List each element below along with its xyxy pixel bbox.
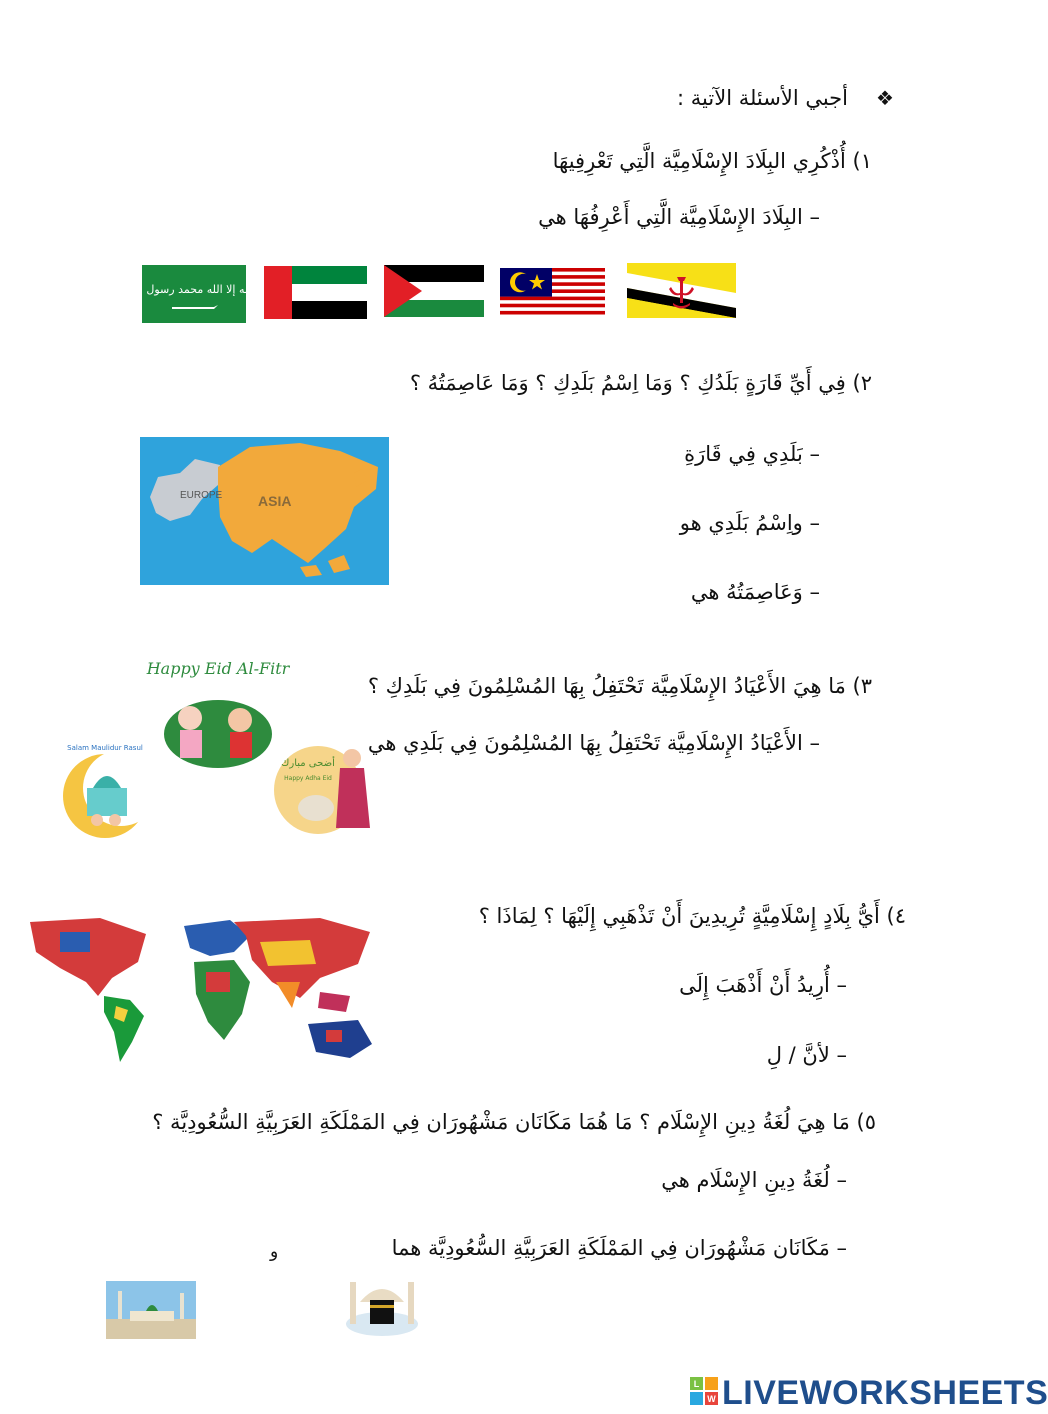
logo-letter-w: W bbox=[707, 1394, 716, 1404]
question-5: ٥) مَا هِيَ لُغَةُ دِينِ الإِسْلَام ؟ مَا هُمَا مَكَانَان مَشْهُورَان فِي المَمْلَكَةِ العَرَبِيَّةِ السُّعُودِيَّة ؟ bbox=[152, 1110, 876, 1134]
eid-al-adha-image bbox=[272, 738, 376, 836]
answer-5-language: – لُغَةُ دِينِ الإِسْلَام هي bbox=[661, 1168, 847, 1192]
saudi-flag-emblem-icon bbox=[126, 265, 262, 323]
question-1: ١) أُذْكُرِي البِلَادَ الإِسْلَامِيَّة الَّتِي تَعْرِفِيهَا bbox=[552, 149, 872, 173]
liveworksheets-logo-icon bbox=[690, 1377, 718, 1405]
answer-5-places: – مَكَانَان مَشْهُورَان فِي المَمْلَكَةِ العَرَبِيَّةِ السُّعُودِيَّة هما bbox=[391, 1236, 847, 1260]
logo-letter-l: L bbox=[693, 1379, 700, 1389]
adha-arabic-text: أضحى مبارك bbox=[281, 758, 335, 769]
adha-english-text: Happy Adha Eid bbox=[284, 775, 332, 782]
answer-3-prompt: – الأَعْيَادُ الإِسْلَامِيَّة تَحْتَفِلُ بِهَا المُسْلِمُونَ فِي بَلَدِي هي bbox=[367, 731, 820, 755]
eid-fitr-title: Happy Eid Al-Fitr bbox=[146, 659, 290, 678]
asia-europe-map bbox=[140, 437, 389, 585]
answer-4-destination: – أُرِيدُ أَنْ أَذْهَبَ إِلَى bbox=[679, 973, 847, 997]
question-2: ٢) فِي أَيِّ قَارَةٍ بَلَدُكِ ؟ وَمَا اِسْمُ بَلَدِكِ ؟ وَمَا عَاصِمَتُهُ ؟ bbox=[409, 371, 872, 395]
malaysia-flag bbox=[500, 268, 605, 318]
europe-label: EUROPE bbox=[180, 490, 223, 501]
prophets-mosque-image bbox=[106, 1281, 196, 1339]
saudi-flag-shahada: لا إله إلا الله محمد رسول الله bbox=[126, 283, 262, 296]
uae-flag bbox=[264, 266, 367, 319]
bullet-icon: ❖ bbox=[876, 86, 894, 110]
eid-al-fitr-image bbox=[146, 652, 290, 772]
answer-4-reason: – لأنَّ / لِ bbox=[766, 1043, 847, 1067]
answer-1-prompt: – البِلَادَ الإِسْلَامِيَّة الَّتِي أَعْرِفُهَا هي bbox=[538, 205, 820, 229]
answer-2-capital: – وَعَاصِمَتُهُ هي bbox=[690, 580, 820, 604]
maulidur-rasul-image bbox=[57, 740, 153, 840]
answer-2-continent: – بَلَدِي فِي قَارَةِ bbox=[684, 442, 820, 466]
answer-5-and: و bbox=[270, 1242, 279, 1262]
world-flags-map bbox=[20, 912, 386, 1064]
answer-2-country: – واِسْمُ بَلَدِي هو bbox=[679, 511, 820, 535]
saudi-flag bbox=[126, 265, 262, 323]
asia-label: ASIA bbox=[258, 493, 292, 509]
instruction-heading: أجبي الأسئلة الآتية : bbox=[677, 86, 848, 110]
kaaba-image bbox=[344, 1272, 420, 1338]
question-3: ٣) مَا هِيَ الأَعْيَادُ الإِسْلَامِيَّة تَحْتَفِلُ بِهَا المُسْلِمُونَ فِي بَلَدِكِ ؟ bbox=[367, 674, 872, 698]
mawlid-caption: Salam Maulidur Rasul bbox=[67, 744, 143, 752]
palestine-flag bbox=[384, 265, 484, 317]
brunei-flag bbox=[627, 263, 736, 318]
liveworksheets-brand: LIVEWORKSHEETS bbox=[722, 1374, 1048, 1412]
question-4: ٤) أَيُّ بِلَادٍ إِسْلَامِيَّةٍ تُرِيدِينَ أَنْ تَذْهَبِي إِلَيْهَا ؟ لِمَاذَا ؟ bbox=[478, 904, 906, 928]
